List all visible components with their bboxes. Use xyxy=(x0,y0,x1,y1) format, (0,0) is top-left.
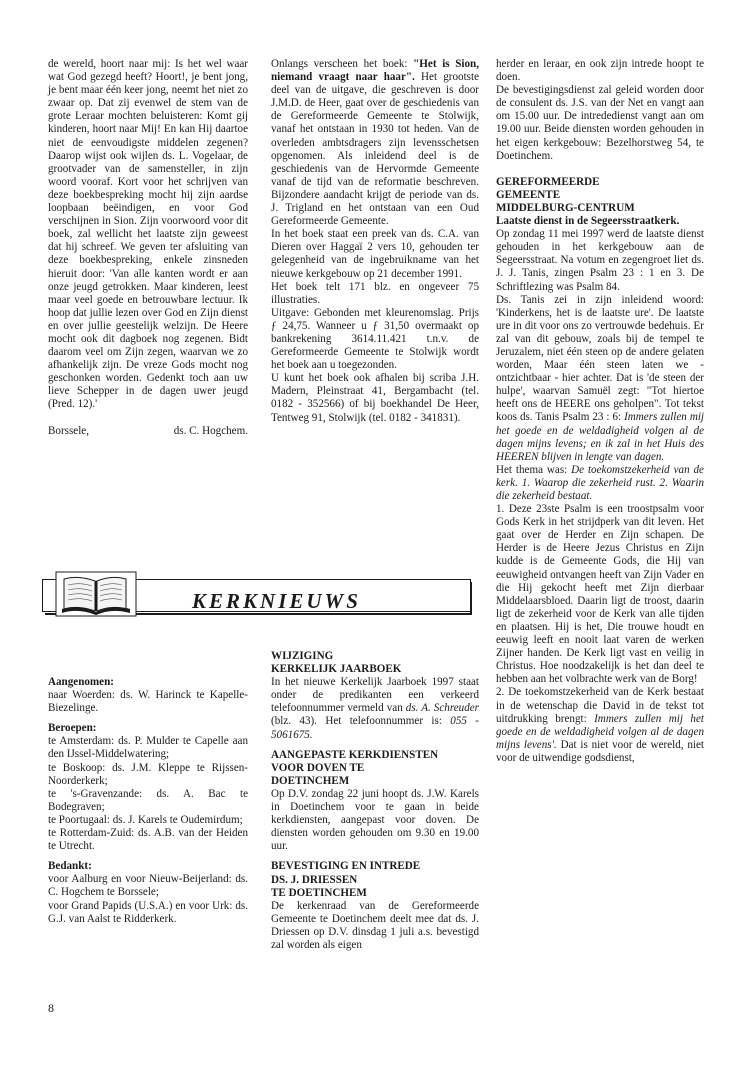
kerknieuws-banner xyxy=(42,571,473,617)
aangenomen-heading: Aangenomen: xyxy=(48,676,114,688)
heading-line: GEREFORMEERDE xyxy=(496,175,600,188)
tanis-word-paragraph xyxy=(496,294,704,464)
minister-name: ds. A. Schreuder xyxy=(405,702,479,715)
kerknieuws-column xyxy=(48,676,248,926)
theme-text: De toekomstzekerheid van de kerk. 1. Waarop die zekerheid rust. 2. Waarin die zekerheid bestaat. xyxy=(496,463,704,502)
theme-paragraph xyxy=(496,464,704,503)
beroepen-item: te Amsterdam: ds. P. Mulder te Capelle aan den IJssel-Middelwatering; xyxy=(48,735,248,761)
paragraph-text: 2. De toekomstzekerheid van de Kerk bestaat in de wetenschap die David in de tekst tot uitdrukking brengt: xyxy=(496,686,704,725)
scripture-quote: Immers zullen mij het goede en de weldadigheid volgen al de dagen mijns levens'. xyxy=(496,712,704,751)
paragraph-text: Dat is niet voor de wereld, niet voor de uitwendige godsdienst, xyxy=(496,738,704,764)
paragraph-text: (blz. 43). Het telefoonnummer is: xyxy=(271,715,451,728)
heading-line: VOOR DOVEN TE xyxy=(271,761,365,774)
signature-place: Borssele, xyxy=(48,424,89,437)
heading-line: DOETINCHEM xyxy=(271,774,350,787)
heading-line: GEMEENTE xyxy=(496,188,561,201)
point-1-paragraph: 1. Deze 23ste Psalm is een troostpsalm voor Gods Kerk in het strijdperk van dit leven. Het gaat over de Herder en Zijn schapen. De Herder is de Heere Jezus Christus en Zijn kudde is de Gemeente Gods, die Hij van eeuwigheid ontvangen heeft van Zijn Vader en die Hij gekocht heeft met Zijn dierbaar Middelaarsbloed. Daarin ligt de troost, daarin ligt de zekerheid voor de Kerk van alle tijden en plaatsen. Hij is het, Die trouwe houdt en eeuwig leeft en nooit laat varen de werken Zijner handen. De Kerk ligt vast en veilig in Christus. Hoe noodzakelijk is het dan deel te hebben aan het volbrachte werk van de Borg! xyxy=(496,503,704,686)
bedankt-heading: Bedankt: xyxy=(48,860,92,873)
middelburg-heading xyxy=(496,176,704,228)
paragraph-text: Het thema was: xyxy=(496,463,572,476)
beroepen-heading: Beroepen: xyxy=(48,722,97,735)
jaarboek-heading xyxy=(271,650,479,676)
book-announcement xyxy=(271,58,479,228)
heading-line: WIJZIGING xyxy=(271,650,334,662)
book-description: Het grootste deel van de uitgave, die geschreven is door J.M.D. de Heer, gaat over de geschiedenis van de Gereformeerde Gemeente te Stolwijk, vanaf het ontstaan in 1930 tot heden. Van de overleden ambtsdragers zijn levensschetsen opgenomen. Als inleidend deel is de geschiedenis van de Hervormde Gemeente vanaf de tijd van de reformatie beschreven. Bijzondere aandacht krijgt de periode van ds. J. Trigland en het ontstaan van een Oud Gereformeerde Gemeente. xyxy=(271,71,479,228)
paragraph-text: Ds. Tanis zei in zijn inleidend woord: 'Kinderkens, het is de laatste ure'. De laatste ure in dit voor ons zo vertrouwde bedehuis. Er zal van dit gebouw, zoals bij de tempel te Jeruzalem, niet één steen op de andere gelaten worden, Maar één steen laten we - ontzichtbaar - hier achter. Dat is 'de steen der hulpe', waarvan Samuël zegt: "Tot hiertoe heeft ons de HEERE ons geholpen". Tot tekst koos ds. Tanis Psalm 23 : 6: xyxy=(496,293,704,424)
heading-line: BEVESTIGING EN INTREDE xyxy=(271,860,421,873)
bevestiging-heading xyxy=(271,860,479,899)
jaarboek-paragraph xyxy=(271,676,479,741)
signature xyxy=(48,425,248,438)
subheading: Laatste dienst in de Segeersstraatkerk. xyxy=(496,215,680,228)
bedankt-item: voor Grand Papids (U.S.A.) en voor Urk: ds. G.J. van Aalst te Ridderkerk. xyxy=(48,899,248,925)
book-sermon: In het boek staat een preek van ds. C.A. van Dieren over Haggaï 2 vers 10, gehouden ter gelegenheid van de ingebruikname van het nieuwe kerkgebouw op 21 december 1991. xyxy=(271,228,479,280)
heading-line: MIDDELBURG-CENTRUM xyxy=(496,201,635,214)
page-number: 8 xyxy=(48,1001,54,1015)
last-service-paragraph: Op zondag 11 mei 1997 werd de laatste dienst gehouden in het kerkgebouw aan de Segeersstraat. Na votum en zegengroet liet ds. J. J. Tanis, zingen Psalm 23 : 1 en 3. De Schriftlezing was Psalm 84. xyxy=(496,228,704,293)
banner-title: KERKNIEUWS xyxy=(192,589,361,613)
bevestiging-paragraph: De kerkenraad van de Gereformeerde Gemeente te Doetinchem deelt mee dat ds. J. Driessen op D.V. dinsdag 1 juli a.s. bevestigd zal worden als eigen xyxy=(271,899,479,951)
column-2 xyxy=(271,58,479,425)
bedankt-item: voor Aalburg en voor Nieuw-Beijerland: ds. C. Hogchem te Borssele; xyxy=(48,873,248,899)
col3-service-info: De bevestigingsdienst zal geleid worden door de consulent ds. J.S. van der Net en vangt aan om 15.00 uur. De intrededienst vangt aan om 19.00 uur. Beide diensten worden gehouden in het eigen kerkgebouw: Bezelhorstweg 54, te Doetinchem. xyxy=(496,84,704,162)
heading-line: TE DOETINCHEM xyxy=(271,886,367,899)
column-3 xyxy=(496,58,704,765)
book-price: Uitgave: Gebonden met kleurenomslag. Prijs ƒ 24,75. Wanneer u ƒ 31,50 overmaakt op bankrekening 3614.11.421 t.n.v. de Gereformeerde Gemeente te Stolwijk wordt het boek aan u toegezonden. xyxy=(271,306,479,372)
paragraph-text: In het nieuwe Kerkelijk Jaarboek 1997 staat onder de predikanten een verkeerd telefoonnummer vermeld van xyxy=(271,676,479,715)
col1-paragraph: de wereld, hoort naar mij: Is het wel waar wat God gezegd heeft? Hoort!, je bent jong, je bent maar één keer jong, neemt het niet zo zwaar op. Dat zij evenwel de stem van de grote Leraar mochten beluisteren: Komt gij kinderen, hoort naar Mij! En kan Hij daartoe niet de eenvoudigste middelen zegenen? Daarop wijst ook wijlen ds. L. Vogelaar, de grootvader van de samensteller, in zijn woord vooraf. Kort voor het schrijven van deze boekbespreking mocht hij zijn aardse loopbaan beëindigen, en voor God verschijnen in Sion. Zijn voorwoord voor dit boek, zal wellicht het laatste zijn geweest dat hij schreef. We geven ter afsluiting van deze boekbespreking, enkele zinsneden hieruit door: 'Van alle kanten wordt er aan onze jeugd getrokken. Maar kinderen, leest maar veel goede en betrouwbare lectuur. Ik hoop dat jullie lezen over God en Zijn dienst en over jullie geestelijk welzijn. De Heere mocht ook dit dagboek nog zegenen. Bidt daarom veel om Zijn zegen, waarvan we zo afhankelijk zijn. De vreze Gods mocht nog geschonken worden. Gedenkt toch aan uw lieve Schepper in de dagen uwer jeugd (Pred. 12).' xyxy=(48,58,248,411)
aangenomen-text: naar Woerden: ds. W. Harinck te Kapelle-Biezelinge. xyxy=(48,689,248,715)
news-column xyxy=(271,650,479,952)
book-pages: Het boek telt 171 blz. en ongeveer 75 illustraties. xyxy=(271,280,479,306)
heading-line: KERKELIJK JAARBOEK xyxy=(271,663,402,676)
point-2-paragraph xyxy=(496,686,704,765)
heading-line: DS. J. DRIESSEN xyxy=(271,873,358,886)
beroepen-item: te Poortugaal: ds. J. Karels te Oudemirdum; xyxy=(48,813,243,826)
beroepen-item: te Rotterdam-Zuid: ds. A.B. van der Heiden te Utrecht. xyxy=(48,827,248,853)
col3-continued: herder en leraar, en ook zijn intrede hoopt te doen. xyxy=(496,58,704,84)
phone-number: 055 - 5061675. xyxy=(271,715,479,741)
doven-paragraph: Op D.V. zondag 22 juni hoopt ds. J.W. Karels in Doetinchem voor te gaan in beide kerkdiensten, aangepast voor doven. De diensten worden gehouden om 9.30 en 19.00 uur. xyxy=(271,787,479,853)
book-title: "Het is Sion, niemand vraagt naar haar". xyxy=(271,58,479,84)
book-pickup: U kunt het boek ook afhalen bij scriba J.H. Madern, Pleinstraat 41, Bergambacht (tel. 0182 - 352566) of bij boekhandel De Heer, Tentweg 91, Stolwijk (tel. 0182 - 341831). xyxy=(271,372,479,424)
beroepen-item: te 's-Gravenzande: ds. A. Bac te Bodegraven; xyxy=(48,787,248,813)
scripture-quote: Immers zullen mij het goede en de weldadigheid volgen al de dagen mijns levens; en ik zal in het Huis des HEEREN blijven in lengte van dagen. xyxy=(496,411,705,463)
heading-line: AANGEPASTE KERKDIENSTEN xyxy=(271,748,439,761)
book-intro: Onlangs verscheen het boek: xyxy=(271,58,414,70)
beroepen-item: te Boskoop: ds. J.M. Kleppe te Rijssen-Noorderkerk; xyxy=(48,761,248,787)
doven-heading xyxy=(271,749,479,788)
column-1 xyxy=(48,58,248,438)
signature-name: ds. C. Hogchem. xyxy=(173,424,248,437)
open-book-icon xyxy=(56,572,136,616)
